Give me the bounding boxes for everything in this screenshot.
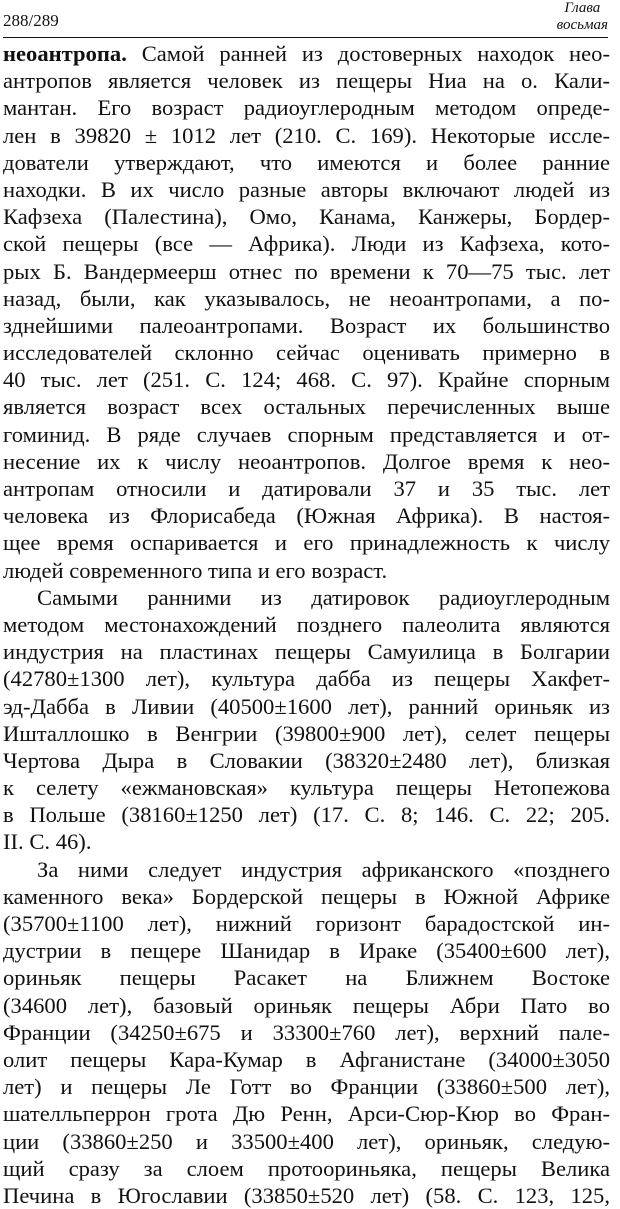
text-line: каменного века» Бордерской пещеры в Южной Африке: [3, 883, 610, 909]
text-line: рых Б. Вандермеерш отнес по времени к 70—75 тыс. лет: [3, 258, 610, 284]
text-line: дустрии в пещере Шанидар в Ираке (35400±600 лет),: [3, 938, 610, 964]
chapter-label: Глава: [564, 0, 601, 16]
text-line: несение их к числу неоантропов. Долгое время к нео-: [3, 448, 610, 474]
chapter-heading: [557, 0, 608, 34]
text-line: (35700±1100 лет), нижний горизонт барадостской ин-: [3, 911, 610, 936]
text-line: гоминид. В ряде случаев спорным представляется и от-: [3, 421, 610, 447]
paragraph-end-line: II. С. 46).: [3, 829, 92, 855]
text-line: Кафзеха (Палестина), Омо, Канама, Канжеры, Бордер-: [3, 204, 610, 230]
text-line: 40 тыс. лет (251. С. 124; 468. С. 97). Крайне спорным: [3, 367, 610, 393]
text-line: к селету «ежмановская» культура пещеры Нетопежова: [3, 775, 610, 801]
text-line: Печина в Югославии (33850±520 лет) (58. С. 123, 125,: [3, 1182, 610, 1208]
text-line: антропов является человек из пещеры Ниа на о. Кали-: [3, 68, 610, 94]
text-line: шателльперрон грота Дю Ренн, Арси-Сюр-Кюр во Фран-: [3, 1101, 610, 1127]
paragraph-first-line: За ними следует индустрия африканского «позднего: [37, 856, 610, 882]
bold-lead-word: неоантропа.: [3, 41, 127, 66]
text-line: находки. В их число разные авторы включают людей из: [3, 176, 610, 202]
paragraph-end-line: людей современного типа и его возраст.: [3, 557, 388, 583]
text-line: мантан. Его возраст радиоуглеродным методом опреде-: [3, 95, 610, 121]
text-line: ориньяк пещеры Расакет на Ближнем Востоке: [3, 965, 610, 991]
header-rule: [3, 37, 608, 38]
text-line: олит пещеры Кара-Кумар в Афганистане (34000±3050: [3, 1046, 610, 1072]
text-line-rest: Самой ранней из достоверных находок нео-: [126, 41, 610, 66]
text-line: щий сразу за слоем протоориньяка, пещеры Велика: [3, 1155, 610, 1181]
text-line: методом местонахождений позднего палеолита являются: [3, 611, 610, 637]
text-line: Ишталлошко в Венгрии (39800±900 лет), селет пещеры: [3, 720, 610, 746]
text-line: (34600 лет), базовый ориньяк пещеры Абри Пато во: [3, 992, 610, 1018]
text-line: исследователей склонно сейчас оценивать примерно в: [3, 340, 610, 366]
text-line: эд-Дабба в Ливии (40500±1600 лет), ранний ориньяк из: [3, 693, 610, 719]
page-number: 288/289: [3, 11, 59, 30]
body-text: [3, 40, 610, 1209]
text-line: назад, были, как указывалось, не неоантропами, а по-: [3, 285, 610, 311]
chapter-number-word: восьмая: [556, 17, 608, 33]
running-header: [3, 0, 608, 36]
text-line: [3, 40, 610, 67]
text-line: индустрия на пластинах пещеры Самуилица в Болгарии: [3, 639, 610, 665]
text-line: Франции (34250±675 и 33300±760 лет), верхний пале-: [3, 1019, 610, 1045]
text-line: человека из Флорисабеда (Южная Африка). В настоя-: [3, 503, 610, 529]
text-line: в Польше (38160±1250 лет) (17. С. 8; 146. С. 22; 205.: [3, 802, 610, 828]
text-line: зднейшими палеоантропами. Возраст их большинство: [3, 312, 610, 338]
text-line: ской пещеры (все — Африка). Люди из Кафзеха, кото-: [3, 231, 610, 257]
text-line: ции (33860±250 и 33500±400 лет), ориньяк, следую-: [3, 1128, 610, 1154]
text-line: лен в 39820 ± 1012 лет (210. С. 169). Некоторые иссле-: [3, 122, 610, 148]
text-line: является возраст всех остальных перечисленных выше: [3, 394, 610, 420]
text-line: дователи утверждают, что имеются и более ранние: [3, 149, 610, 175]
text-line: (42780±1300 лет), культура дабба из пещеры Хакфет-: [3, 666, 610, 692]
text-line: Чертова Дыра в Словакии (38320±2480 лет), близкая: [3, 747, 610, 773]
paragraph-first-line: Самыми ранними из датировок радиоуглеродным: [37, 584, 610, 610]
text-line: лет) и пещеры Ле Готт во Франции (33860±500 лет),: [3, 1074, 610, 1100]
text-line: антропам относили и датировали 37 и 35 тыс. лет: [3, 476, 610, 501]
text-line: щее время оспаривается и его принадлежность к числу: [3, 530, 610, 556]
